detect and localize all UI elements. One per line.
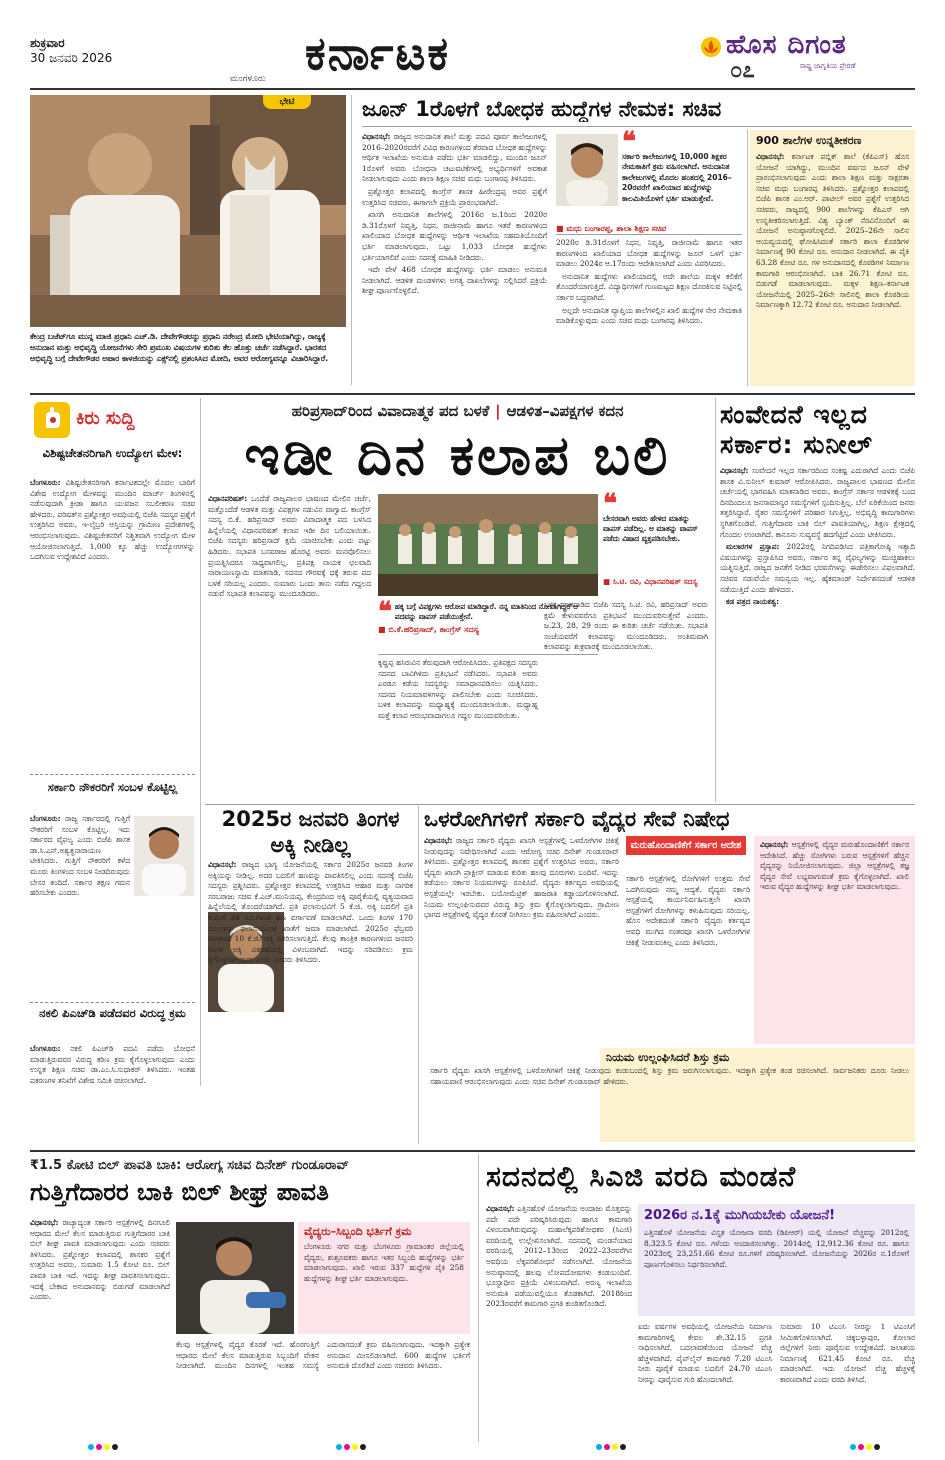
rice-headline: 2025ರ ಜನವರಿ ತಿಂಗಳ ಅಕ್ಕಿ ನೀಡಿಲ್ಲ bbox=[221, 807, 400, 857]
masthead-date-block bbox=[30, 36, 112, 66]
brief-3-headline: ನಕಲಿ ಪಿಎಚ್‌ಡಿ ಪಡೆದವರ ವಿರುದ್ಧ ಕ್ರಮ bbox=[39, 1006, 186, 1020]
column-rule bbox=[418, 806, 419, 1144]
doctors-side-dateline: ವಿಧಾನಸಭೆ: bbox=[760, 840, 789, 849]
cag-col2 bbox=[638, 1322, 772, 1440]
cag-box-body: ಎತ್ತಿನಹೊಳೆ ಯೋಜನೆಯ ವಿಸ್ತೃತ ಯೋಜನಾ ವರದಿ (ಡಿಪಿಆರ್) ಯಲ್ಲಿ ಯೋಜನೆ ವೆಚ್ಚವನ್ನು 2012ರಲ್ಲಿ 8,323.5 ಕೋಟಿ ರೂ. ಗಳೆಂದು ಅಂದಾಜಿಸಲಾಗಿತ್ತು. 2014ರಲ್ಲಿ 12,912.36 ಕೋಟಿ ರೂ. ಹಾಗೂ 2023ರಲ್ಲಿ 23,251.66 ಕೋಟಿ ರೂ.ಗಳಿಗೆ ಪರಿಷ್ಕರಿಸಲಾಗಿದೆ. ಯೋಜನೆಯನ್ನು 2026ರ ನ.1ರೊಳಗೆ ಪೂರ್ಣಗೊಳಿಸಲು ನಿರ್ಧರಿಸಲಾಗಿದೆ. bbox=[644, 1228, 909, 1269]
brief-1-body bbox=[30, 478, 195, 768]
main-quote-2-text: ಬೇಸರವಾಗಿ ಅವರು ಹೇಳಿದ ಮಾತನ್ನು ವಾಪಸ್ ಪಡೆದಿಲ್ಲ. ಆ ಮಾತನ್ನು ವಾಪಸ್ ಪಡೆದು ವಿಷಾದ ವ್ಯಕ್ತಪಡಿಸಬೇಕು. bbox=[603, 514, 698, 543]
logo-tagline: ರಾಷ್ಟ್ರ ಜಾಗೃತಿಯ ಪ್ರೇರಣೆ bbox=[800, 62, 856, 70]
quote-rule bbox=[556, 234, 742, 235]
cag-col2-text: ಐದು ವರ್ಷಗಳ ಅವಧಿಯಲ್ಲಿ ಯೋಜನೆಯ ನಿರ್ಮಾಣ ಕಾಮಗಾರಿಗಳಲ್ಲಿ ಕೇವಲ ಶೇ.32.15 ಪ್ರಗತಿ ಸಾಧಿಸಲಾಗಿದೆ. ಬದಲಾವಣೆಯಿಂದ ಯೋಜನೆ ವೆಚ್ಚ ಹೆಚ್ಚಳವಾಗಿದೆ. ಪೈಪ್‌ಲೈನ್ ಕಾಮಗಾರಿ 7.20 ಟಿಎಂಸಿ ನೀರು ಪೂರೈಕೆ ಮಾಡುವ ಬದಲಿಗೆ 24.70 ಟಿಎಂಸಿ ನೀರನ್ನು ಪೂರೈಸುವ ಗುರಿ ಹೊಂದಲಾಗಿದೆ. bbox=[638, 1322, 772, 1384]
minister-portrait bbox=[556, 134, 618, 206]
brief-2-dateline: ಬೆಂಗಳೂರು: bbox=[30, 814, 61, 823]
rice-dateline: ವಿಧಾನಸಭೆ: bbox=[208, 860, 237, 869]
contractor-headline: ಗುತ್ತಿಗೆದಾರರ ಬಾಕಿ ಬಿಲ್ ಶೀಘ್ರ ಪಾವತಿ bbox=[30, 1178, 329, 1206]
doctors-rule-body: ಸರ್ಕಾರಿ ವೈದ್ಯರು ಖಾಸಗಿ ಆಸ್ಪತ್ರೆಗಳಲ್ಲಿ ಒಳರೋಗಿಗಳಿಗೆ ಚಿಕಿತ್ಸೆ ನೀಡುವುದು ಕಂಡುಬಂದಲ್ಲಿ ಶಿಸ್ತು ಕ್ರಮ ಜರುಗಿಸಲಾಗುವುದು. ಇದಕ್ಕಾಗಿ ಪ್ರತ್ಯೇಕ ತಂಡ ರಚಿಸಲಾಗಿದೆ. ಸಾರ್ವಜನಿಕರು ದೂರು ನೀಡಲು ಸಹಾಯವಾಣಿ ಆರಂಭಿಸಲಾಗುವುದು ಎಂದು ಸಚಿವ ದಿನೇಶ್ ಗುಂಡೂರಾವ್ ಹೇಳಿದರು. bbox=[430, 1066, 909, 1086]
section-title: ಕರ್ನಾಟಕ bbox=[305, 26, 451, 80]
dinesh-gundurao-photo bbox=[176, 1222, 294, 1334]
main-kicker-left: ಹರಿಪ್ರಸಾದ್‌ರಿಂದ ವಿವಾದಾತ್ಮಕ ಪದ ಬಳಕೆ bbox=[291, 402, 490, 420]
doctors-col2-text: ಸರ್ಕಾರಿ ಆಸ್ಪತ್ರೆಗಳಲ್ಲಿ ರೋಗಿಗಳಿಗೆ ಉತ್ತಮ ಸೇವೆ ಒದಗಿಸುವುದು ನಮ್ಮ ಆದ್ಯತೆ. ವೈದ್ಯರು ಸರ್ಕಾರಿ ಆಸ್ಪತ್ರೆಯಲ್ಲಿ ಕಾರ್ಯನಿರ್ವಹಿಸುತ್ತಲೇ ಖಾಸಗಿ ಆಸ್ಪತ್ರೆಗಳಿಗೆ ರೋಗಿಗಳನ್ನು ಕಳುಹಿಸುವುದು ಸರಿಯಲ್ಲ. ಹೊಸ ಆದೇಶದಂತೆ ಸರ್ಕಾರಿ ವೈದ್ಯರು ಕರ್ತವ್ಯದ ಅವಧಿ ಮುಗಿದ ನಂತರವೂ ಖಾಸಗಿ ಒಳರೋಗಿಗಳ ಚಿಕಿತ್ಸೆ ನೀಡುವಂತಿಲ್ಲ ಎಂದು ತಿಳಿಸಿದರು. bbox=[626, 874, 750, 947]
lead-pullquote-text: ಸರ್ಕಾರಿ ಕಾಲೇಜುಗಳಲ್ಲಿ 10,000 ಶಿಕ್ಷಕರ ನೇಮಕಾತಿಗೆ ಕ್ರಮ ವಹಿಸಲಾಗಿದೆ. ಅನುದಾನಿತ ಕಾಲೇಜುಗಳಲ್ಲಿ ಮೊದಲ ಹಂತದಲ್ಲಿ 2016–20ರವರೆಗೆ ಖಾಲಿಯಾದ ಹುದ್ದೆಗಳನ್ನು ಕಾಲಮಿತಿಯೊಳಗೆ ಭರ್ತಿ ಮಾಡುತ್ತೇವೆ. bbox=[622, 152, 732, 203]
sunil-dateline: ವಿಧಾನಸಭೆ: bbox=[720, 466, 749, 475]
lead-col2-para-3: ಅಲ್ಲದೇ ಅನುದಾನಿತ ವ್ಯಾಪ್ತಿಯ ಶಾಲೆಗಳಲ್ಲಿನ ಖಾಲಿ ಹುದ್ದೆಗಳ ನೇರ ನೇಮಕಾತಿ ಮಾಡಿಕೊಳ್ಳುವುದು ಎಂದು ಸಚಿವ ಮಧು ಬಂಗಾರಪ್ಪ ತಿಳಿಸಿದರು. bbox=[556, 305, 742, 326]
doctors-side-box bbox=[754, 836, 915, 1044]
schools-sidebar-headline: 900 ಶಾಲೆಗಳ ಉನ್ನತೀಕರಣ bbox=[756, 134, 862, 147]
cag-box bbox=[638, 1204, 915, 1316]
lead-para-2: ಪ್ರಶ್ನೋತ್ತರ ಕಲಾಪದಲ್ಲಿ ಕಾಂಗ್ರೆಸ್ ಶಾಸಕ ಹೀರೇಂದ್ರಪ್ಪ ಅವರ ಪ್ರಶ್ನೆಗೆ ಉತ್ತರಿಸಿದ ಸಚಿವರು, ಈಗಾಗಲೇ ಪ್ರಕ್ರಿಯೆ ಪ್ರಾರಂಭವಾಗಿದೆ. bbox=[362, 186, 547, 207]
lead-para-4: ಇದೇ ವೇಳೆ 468 ಬೋಧಕ ಹುದ್ದೆಗಳನ್ನು ಭರ್ತಿ ಮಾಡಲು ಅನುಮತಿ ನೀಡಲಾಗಿದೆ. ಆಡಳಿತ ಮಂಡಳಿಗಳು ಅಗತ್ಯ ದಾಖಲೆಗಳನ್ನು ಸಲ್ಲಿಸಿದರೆ ಪ್ರಕ್ರಿಯೆ ಶೀಘ್ರ ಪೂರ್ಣಗೊಳ್ಳಲಿದೆ. bbox=[362, 265, 547, 296]
doctors-col1 bbox=[424, 836, 619, 1044]
doctors-order-label: ಮರುಹೊಂದಾಣಿಕೆಗೆ ಸರ್ಕಾರ ಆದೇಶ bbox=[626, 836, 746, 855]
masthead-day: ಶುಕ್ರವಾರ bbox=[30, 36, 65, 50]
sunil-text-2: 2022ರಲ್ಲಿ ನಿಗದಿಪಡಿಸಿದ ಪತ್ರಿಕಾಗೋಷ್ಠಿ ಇತ್ಯಾದಿ ವಿಷಯಗಳನ್ನು ಪ್ರಸ್ತಾಪಿಸಿದ ಅವರು, ಸರ್ಕಾರ ತನ್ನ ವೈಫಲ್ಯಗಳನ್ನು ಮುಚ್ಚಿಹಾಕಲು ಯತ್ನಿಸುತ್ತಿದೆ. ರಾಜ್ಯದ ಜನತೆಗೆ ನೀಡಿದ ಭರವಸೆಗಳನ್ನು ಈಡೇರಿಸಲು ವಿಫಲವಾಗಿದೆ. ಸಚಿವರ ನಡುವೆಯೇ ಸಮನ್ವಯ ಇಲ್ಲ. ಹೈಕಮಾಂಡ್ ನಿರ್ದೇಶನದಂತೆ ಆಡಳಿತ ನಡೆಯುತ್ತಿದೆ ಎಂದು ಹೇಳಿದರು. bbox=[720, 542, 915, 594]
brief-3-body bbox=[30, 1044, 195, 1084]
column-rule bbox=[351, 95, 352, 385]
photo-tag: ಭೇಟಿ bbox=[263, 95, 311, 109]
cag-headline: ಸದನದಲ್ಲಿ ಸಿಎಜಿ ವರದಿ ಮಂಡನೆ bbox=[486, 1160, 797, 1193]
main-kicker-right: ಆಡಳಿತ–ವಿಪಕ್ಷಗಳ ಕದನ bbox=[506, 402, 624, 420]
modi-devegowda-photo bbox=[30, 95, 346, 327]
brief-divider bbox=[30, 1002, 195, 1003]
sunil-subhead-2: ಕಡ ಪತ್ರದ ನಾಯಕತ್ವ: bbox=[726, 597, 780, 607]
lead-headline: ಜೂನ್‌ 1ರೊಳಗೆ ಬೋಧಕ ಹುದ್ದೆಗಳ ನೇಮಕ: ಸಚಿವ bbox=[362, 97, 722, 121]
contractor-col2 bbox=[176, 1340, 470, 1440]
contractor-col1 bbox=[30, 1218, 170, 1440]
ashwathnarayan-portrait bbox=[134, 816, 194, 896]
headline-rule bbox=[362, 126, 912, 127]
doctors-headline: ಒಳರೋಗಿಗಳಿಗೆ ಸರ್ಕಾರಿ ವೈದ್ಯರ ಸೇವೆ ನಿಷೇಧ bbox=[424, 807, 730, 831]
main-headline: ಇಡೀ ದಿನ ಕಲಾಪ ಬಲಿ bbox=[244, 424, 671, 487]
main-col3-text: ಬಳಿಕ ಮಾತನಾಡಿದ ಬಿಜೆಪಿ ಸದಸ್ಯ ಸಿ.ಟಿ. ರವಿ, ಹರಿಪ್ರಸಾದ್ ಅವರು ಕ್ಷಮೆ ಕೇಳುವವರೆಗೂ ಪ್ರತಿಭಟನೆ ಮುಂದುವರಿಸುತ್ತೇವೆ ಎಂದರು. ಜ.23, 28, 29 ರಂದು ಈ ಕುರಿತು ಚರ್ಚೆ ನಡೆಯಿತು. ಸಭಾಪತಿ ಸಂಜೆಯವರೆಗೆ ಕಲಾಪವನ್ನು ಮುಂದೂಡಿದರು. ಅಂತಿಮವಾಗಿ ಕಲಾಪವನ್ನು ಶುಕ್ರವಾರಕ್ಕೆ ಮುಂದೂಡಲಾಯಿತು. bbox=[544, 600, 708, 652]
contractor-box bbox=[298, 1222, 470, 1334]
lead-para-3: ಖಾಸಗಿ ಅನುದಾನಿತ ಶಾಲೆಗಳಲ್ಲಿ 2016ರ ಜ.1ರಿಂದ 2020ರ ಡಿ.31ರೊಳಗೆ ನಿವೃತ್ತಿ, ನಿಧನ, ರಾಜೀನಾಮೆ ಹಾಗೂ ಇತರೆ ಕಾರಣಗಳಿಂದ ಖಾಲಿಯಾದ ಬೋಧಕ ಹುದ್ದೆಗಳನ್ನು ಆರ್ಥಿಕ ಇಲಾಖೆಯ ಸಹಮತಿಯೊಂದಿಗೆ ಭರ್ತಿ ಮಾಡಲಾಗುವುದು. ಒಟ್ಟು 1,033 ಬೋಧಕ ಹುದ್ದೆಗಳು ಭರ್ತಿಯಾಗಲಿವೆ ಎಂದು ಸದನಕ್ಕೆ ಮಾಹಿತಿ ನೀಡಿದರು. bbox=[362, 210, 547, 262]
council-session-photo bbox=[378, 494, 598, 596]
cag-col1 bbox=[486, 1204, 632, 1440]
contractor-box-headline: ವೈದ್ಯರು–ಸಿಬ್ಬಂದಿ ಭರ್ತಿಗೆ ಕ್ರಮ bbox=[304, 1225, 412, 1238]
masthead bbox=[0, 0, 945, 90]
column-rule bbox=[715, 398, 716, 802]
sunil-text: ಸಂವೇದನೆ ಇಲ್ಲದ ಸರ್ಕಾರದಿಂದ ಸಂಕಷ್ಟ ಎದುರಾಗಿದೆ ಎಂದು ಬಿಜೆಪಿ ಶಾಸಕ ವಿ.ಸುನೀಲ್ ಕುಮಾರ್ ಆರೋಪಿಸಿದರು. ರಾಜ್ಯಪಾಲರ ಭಾಷಣದ ಮೇಲಿನ ಚರ್ಚೆಯಲ್ಲಿ ಭಾಗವಹಿಸಿ ಮಾತನಾಡಿದ ಅವರು, ಕಾಂಗ್ರೆಸ್ ಸರ್ಕಾರ ಆಡಳಿತಕ್ಕೆ ಬಂದ ದಿನದಿಂದಲೂ ಜನಸಾಮಾನ್ಯರ ಸಮಸ್ಯೆಗಳಿಗೆ ಸ್ಪಂದಿಸುತ್ತಿಲ್ಲ. ಬೆಲೆ ಏರಿಕೆಯಿಂದ ಜನರು ತತ್ತರಿಸಿದ್ದಾರೆ. ರೈತರ ಸಮಸ್ಯೆಗಳಿಗೆ ಪರಿಹಾರ ಸಿಗುತ್ತಿಲ್ಲ. ಅಭಿವೃದ್ಧಿ ಕಾಮಗಾರಿಗಳು ಸ್ಥಗಿತಗೊಂಡಿವೆ. ಗುತ್ತಿಗೆದಾರರ ಬಾಕಿ ಬಿಲ್ ಪಾವತಿಯಾಗಿಲ್ಲ. ಶಿಕ್ಷಣ ಕ್ಷೇತ್ರದಲ್ಲಿ ಗೊಂದಲ ಉಂಟಾಗಿದೆ. ಕಾನೂನು ಸುವ್ಯವಸ್ಥೆ ಹದಗೆಟ್ಟಿದೆ ಎಂದು ಟೀಕಿಸಿದರು. bbox=[720, 466, 915, 539]
contractor-box-body: ಬೆಂಗಳೂರು ನಗರ ಮತ್ತು ಬೆಂಗಳೂರು ಗ್ರಾಮಾಂತರ ಜಿಲ್ಲೆಯಲ್ಲಿ ವೈದ್ಯರು, ಶುಶ್ರೂಷಕರು ಹಾಗೂ ಇತರ ಸಿಬ್ಬಂದಿ ಹುದ್ದೆಗಳನ್ನು ಭರ್ತಿ ಮಾಡಲಾಗುವುದು. ಖಾಲಿ ಇರುವ 337 ಹುದ್ದೆಗಳ ಪೈಕಿ 258 ಹುದ್ದೆಗಳನ್ನು ಶೀಘ್ರ ಭರ್ತಿ ಮಾಡಲಾಗುವುದು. bbox=[304, 1242, 464, 1283]
pinch-hand-icon bbox=[34, 402, 70, 438]
main-col1-text: ಒಂದೆಡೆ ರಾಜ್ಯಪಾಲರ ಭಾಷಣದ ಮೇಲಿನ ಚರ್ಚೆ, ಮತ್ತೊಂದೆಡೆ ಆಡಳಿತ ಮತ್ತು ವಿಪಕ್ಷಗಳ ನಡುವಿನ ವಾಗ್ವಾದ. ಕಾಂಗ್ರೆಸ್ ಸದಸ್ಯ ಬಿ.ಕೆ. ಹರಿಪ್ರಸಾದ್ ಅವರು ವಿವಾದಾತ್ಮಕ ಪದ ಬಳಸಿದ ಹಿನ್ನೆಲೆಯಲ್ಲಿ ವಿಧಾನಪರಿಷತ್ ಕಲಾಪ ಇಡೀ ದಿನ ಬಲಿಯಾಯಿತು. ಬಿಜೆಪಿ ಸದಸ್ಯರು ಹರಿಪ್ರಸಾದ್ ಕ್ಷಮೆ ಯಾಚಿಸಬೇಕು ಎಂದು ಪಟ್ಟು ಹಿಡಿದರು. ಸಭಾಪತಿ ಬಸವರಾಜ ಹೊರಟ್ಟಿ ಅವರು ಮನವೊಲಿಸಲು ಪ್ರಯತ್ನಿಸಿದರೂ ಸಾಧ್ಯವಾಗಲಿಲ್ಲ. ಪ್ರತಿಪಕ್ಷ ನಾಯಕ ಛಲವಾದಿ ನಾರಾಯಣಸ್ವಾಮಿ ಮಾತನಾಡಿ, ಸದನದ ಗೌರವಕ್ಕೆ ಧಕ್ಕೆ ತರುವ ಪದ ಬಳಕೆ ಸರಿಯಲ್ಲ ಎಂದರು. ಸುಮಾರು ಒಂದು ತಾಸು ನಡೆದ ಗದ್ದಲದ ನಡುವೆ ಸಭಾಪತಿ ಕಲಾಪವನ್ನು ಮುಂದೂಡಿದರು. bbox=[208, 494, 371, 599]
contractor-dateline: ವಿಧಾನಸಭೆ: bbox=[30, 1218, 59, 1227]
section-rule bbox=[205, 804, 915, 805]
sunil-subhead-1: ಮಲಾರಗಳ ಪ್ರಸ್ತಾಪ: bbox=[726, 542, 780, 552]
contractor-box-text bbox=[298, 1242, 470, 1322]
section-rule bbox=[30, 393, 915, 395]
main-quote-1-attribution: ■ ಬಿ.ಕೆ.ಹರಿಪ್ರಸಾದ್, ಕಾಂಗ್ರೆಸ್ ಸದಸ್ಯ bbox=[378, 625, 479, 634]
briefs-logo bbox=[30, 402, 195, 442]
main-col2-text: ಕೃಷ್ಣಪ್ಪ ಹಸಿರುವಿನ ತೆರುವುದಾಗಿ ಆರೋಪಿಸಿದರು. ಪ್ರತಿಪಕ್ಷದ ಸದಸ್ಯರು ಸದನದ ಬಾವಿಗಿಳಿದು ಪ್ರತಿಭಟನೆ ನಡೆಸಿದರು. ಸಭಾಪತಿ ಅವರು ಎರಡೂ ಕಡೆಯ ಸದಸ್ಯರನ್ನು ಸಮಾಧಾನಪಡಿಸಲು ಯತ್ನಿಸಿದರು. ಸದನದ ನಿಯಮಾವಳಿಗಳನ್ನು ಪಾಲಿಸಬೇಕು ಎಂದು ಸೂಚಿಸಿದರು. ಬಳಿಕ ಕಲಾಪವನ್ನು ಮಧ್ಯಾಹ್ನಕ್ಕೆ ಮುಂದೂಡಲಾಯಿತು. ಮಧ್ಯಾಹ್ನ ಮತ್ತೆ ಕಲಾಪ ಆರಂಭವಾದಾಗಲೂ ಗದ್ದಲ ಮುಂದುವರಿಯಿತು. bbox=[378, 658, 538, 720]
main-story-col2 bbox=[378, 658, 538, 800]
doctors-rule-text bbox=[424, 1066, 915, 1140]
quote-mark-icon: ❝ bbox=[603, 489, 617, 519]
column-rule bbox=[478, 1154, 479, 1442]
sunil-body bbox=[720, 466, 915, 802]
cag-col3-text: ಸುಮಾರು 10 ಟಿಎಂಸಿ ನೀರನ್ನು 1 ಟಿಎಂಸಿಗೆ ಸೀಮಿತಗೊಳಿಸಲಾಗಿದೆ. ಚಿಕ್ಕಬಳ್ಳಾಪುರ, ಕೋಲಾರ ಜಿಲ್ಲೆಗಳಿಗೆ ನೀರು ಪೂರೈಸುವ ಉದ್ದೇಶವಿದೆ. ಜಲಾಶಯ ನಿರ್ಮಾಣಕ್ಕೆ 621.45 ಕೋಟಿ ರೂ. ವೆಚ್ಚ ಮಾಡಲಾಗಿದೆ. ಇದು ಯೋಜನೆ ವೆಚ್ಚ ಹೆಚ್ಚಳಕ್ಕೆ ಕಾರಣವಾಗಿದೆ ಎಂದು ವರದಿ ತಿಳಿಸಿದೆ. bbox=[780, 1322, 915, 1384]
cag-box-headline: 2026ರ ನ.1ಕ್ಕೆ ಮುಗಿಯಬೇಕು ಯೋಜನೆ! bbox=[644, 1208, 836, 1223]
lead-col2-para-1: 2020ರ ಡಿ.31ರೊಳಗೆ ನಿಧನ, ನಿವೃತ್ತಿ, ರಾಜೀನಾಮೆ ಹಾಗೂ ಇತರ ಕಾರಣಗಳಿಂದ ಖಾಲಿಯಾದ ಬೋಧಕ ಹುದ್ದೆಗಳನ್ನು ಜೂನ್ ಒಳಗೆ ಭರ್ತಿ ಮಾಡಲು 2024ರ ಆ.17ರಂದು ಆದೇಶಿಸಲಾಗಿದೆ ಎಂದು ವಿವರಿಸಿದರು. bbox=[556, 238, 742, 269]
contractor-kicker: ₹1.5 ಕೋಟಿ ಬಿಲ್ ಪಾವತಿ ಬಾಕಿ: ಆರೋಗ್ಯ ಸಚಿವ ದಿನೇಶ್ ಗುಂಡೂರಾವ್ bbox=[30, 1158, 350, 1173]
quote-mark-icon: ❝ bbox=[622, 127, 636, 157]
registration-dots bbox=[88, 1444, 118, 1450]
main-kicker bbox=[205, 400, 710, 422]
briefs-logo-text: ಕಿರು ಸುದ್ದಿ bbox=[76, 408, 135, 429]
masthead-rule bbox=[30, 88, 915, 90]
doctors-dateline: ವಿಧಾನಸಭೆ: bbox=[424, 836, 453, 845]
doctors-side-body: ಆಸ್ಪತ್ರೆಗಳಲ್ಲಿ ವೈದ್ಯರ ಮರುಹೊಂದಾಣಿಕೆಗೆ ಸರ್ಕಾರ ಆದೇಶಿಸಿದೆ. ಹೆಚ್ಚು ರೋಗಿಗಳು ಬರುವ ಆಸ್ಪತ್ರೆಗಳಿಗೆ ಹೆಚ್ಚಿನ ವೈದ್ಯರನ್ನು ನಿಯೋಜಿಸಲಾಗುವುದು. ಜಿಲ್ಲಾ ಆಸ್ಪತ್ರೆಗಳಲ್ಲಿ ತಜ್ಞ ವೈದ್ಯರ ಸೇವೆ ಲಭ್ಯವಾಗುವಂತೆ ಕ್ರಮ ಕೈಗೊಳ್ಳಲಾಗಿದೆ. ಖಾಲಿ ಇರುವ ವೈದ್ಯರ ಹುದ್ದೆಗಳನ್ನು ಶೀಘ್ರ ಭರ್ತಿ ಮಾಡಲಾಗುವುದು. bbox=[760, 840, 909, 892]
briefs-column bbox=[30, 398, 195, 1078]
cag-box-text bbox=[638, 1228, 915, 1314]
rice-text: ರಾಜ್ಯದ ಭಾಗ್ಯ ಯೋಜನೆಯಲ್ಲಿ ಸರ್ಕಾರ 2025ರ ಜನವರಿ ತಿಂಗಳ ಅಕ್ಕಿಯನ್ನು ನೀಡಿಲ್ಲ. ಅದರ ಬದಲಿಗೆ ಹಣವನ್ನು ಪಾವತಿಸಲಿಲ್ಲ ಎಂದು ಸದನಕ್ಕೆ ಬಿಜೆಪಿ ಸದಸ್ಯರು ಪ್ರಶ್ನಿಸಿದರು. ಪ್ರಶ್ನೋತ್ತರ ಕಲಾಪದಲ್ಲಿ ಉತ್ತರಿಸಿದ ಆಹಾರ ಮತ್ತು ನಾಗರಿಕ ಸರಬರಾಜು ಸಚಿವ ಕೆ.ಎಚ್.ಮುನಿಯಪ್ಪ, ಕೇಂದ್ರದಿಂದ ಅಕ್ಕಿ ಪೂರೈಕೆಯಲ್ಲಿ ವ್ಯತ್ಯಯವಾದ ಹಿನ್ನೆಲೆಯಲ್ಲಿ ತೊಂದರೆಯಾಗಿದೆ. ಪ್ರತಿ ಫಲಾನುಭವಿಗೆ 5 ಕೆ.ಜಿ. ಅಕ್ಕಿ ಬದಲಿಗೆ ಪ್ರತಿ ಕೆ.ಜಿ.ಗೆ 34 ರೂ.ಗಳಂತೆ ಹಣ ವರ್ಗಾವಣೆ ಮಾಡಲಾಗಿದೆ. ಒಂದು ತಿಂಗಳ 170 ರೂ.ಗಳನ್ನು ಫಲಾನುಭವಿಗಳ ಖಾತೆಗೆ ಜಮಾ ಮಾಡಲಾಗಿದೆ. 2025ರ ಫೆಬ್ರವರಿ ತಿಂಗಳಿಂದ 10 ಕೆ.ಜಿ. ಅಕ್ಕಿ ವಿತರಿಸಲಾಗುತ್ತಿದೆ. ಕೆಲವು ತಾಂತ್ರಿಕ ಕಾರಣಗಳಿಂದ ಜನವರಿ ತಿಂಗಳ ಅಕ್ಕಿ ವಿತರಣೆಯಲ್ಲಿ ವಿಳಂಬವಾಗಿದೆ. ಇದನ್ನು ಸರಿಪಡಿಸಲು ಕ್ರಮ ಕೈಗೊಳ್ಳಲಾಗುವುದು ಎಂದು ಸಚಿವರು ತಿಳಿಸಿದರು. bbox=[208, 860, 413, 965]
logo-wordmark: ಹೊಸ ದಿಗಂತ bbox=[726, 30, 847, 60]
brief-3-dateline: ಬೆಂಗಳೂರು: bbox=[30, 1044, 61, 1053]
rice-body bbox=[208, 860, 413, 1142]
lead-col2-para-2: ಅನುದಾನಿತ ಹುದ್ದೆಗಳು ಖಾಲಿಯಾದಲ್ಲಿ ಅದೇ ಶಾಲೆಯ ಮಕ್ಕಳ ಕಲಿಕೆಗೆ ತೊಂದರೆಯಾಗುತ್ತಿದೆ. ವಿದ್ಯಾರ್ಥಿಗಳಿಗೆ ಗುಣಮಟ್ಟದ ಶಿಕ್ಷಣ ದೊರಕಿಸುವ ನಿಟ್ಟಿನಲ್ಲಿ ಸರ್ಕಾರ ಬದ್ಧವಾಗಿದೆ. bbox=[556, 271, 742, 302]
schools-dateline: ವಿಧಾನಸಭೆ: bbox=[756, 152, 785, 161]
registration-dots bbox=[596, 1444, 626, 1450]
doctors-side-text bbox=[754, 836, 915, 1040]
masthead-city: ಮಂಗಳೂರು bbox=[230, 74, 266, 84]
lead-dateline: ವಿಧಾನಸಭೆ: bbox=[362, 132, 391, 141]
contractor-col2-text: ಕೆಲವು ಆಸ್ಪತ್ರೆಗಳಲ್ಲಿ ವೈದ್ಯರ ಕೊರತೆ ಇದೆ. ಹೊರಗುತ್ತಿಗೆ ಆಧಾರದ ಮೇಲೆ ಕೆಲಸ ಮಾಡುತ್ತಿರುವ ಸಿಬ್ಬಂದಿಗೆ ವೇತನ ನೀಡಲಾಗಿದೆ. ಮುಂದಿನ ದಿನಗಳಲ್ಲಿ ಇಂತಹ ಸಮಸ್ಯೆ ಎದುರಾಗದಂತೆ ಕ್ರಮ ವಹಿಸಲಾಗುವುದು. ಇದಕ್ಕಾಗಿ ಪ್ರತ್ಯೇಕ ಅನುದಾನ ಮೀಸಲಿಡಲಾಗಿದೆ. 600 ಹುದ್ದೆಗಳ ಭರ್ತಿಗೆ ಅನುಮತಿ ದೊರೆತಿದೆ ಎಂದು ಸಚಿವರು ತಿಳಿಸಿದರು. bbox=[176, 1340, 470, 1371]
registration-dots bbox=[336, 1444, 366, 1450]
page-number: ೦೭ bbox=[730, 58, 755, 83]
lead-story-col1 bbox=[362, 132, 547, 386]
newspaper-logo bbox=[700, 28, 915, 84]
kicker-separator: | bbox=[495, 402, 501, 420]
cag-text: ಎತ್ತಿನಹೊಳೆ ಯೋಜನೆಯ ಅಂದಾಜು ಮೊತ್ತವನ್ನು ಪದೇ ಪದೇ ಪರಿಷ್ಕರಿಸಿರುವುದು ಹಾಗೂ ಕಾಮಗಾರಿ ವಿಳಂಬವಾಗಿರುವುದನ್ನು ಮಹಾಲೆಕ್ಕಪರಿಶೋಧಕರ (ಸಿಎಜಿ) ವರದಿಯಲ್ಲಿ ಉಲ್ಲೇಖಿಸಲಾಗಿದೆ. ಸದನದಲ್ಲಿ ಮಂಡನೆಯಾದ ವರದಿಯಲ್ಲಿ 2012–13ರಿಂದ 2022–23ರವರೆಗಿನ ಅವಧಿಯ ಲೆಕ್ಕಪರಿಶೋಧನೆ ನಡೆಸಲಾಗಿದೆ. ಯೋಜನೆಯ ಅನುಷ್ಠಾನದಲ್ಲಿ ಹಲವು ಲೋಪದೋಷಗಳು ಕಂಡುಬಂದಿವೆ. ಭೂಸ್ವಾಧೀನ ಪ್ರಕ್ರಿಯೆ ವಿಳಂಬವಾಗಿದೆ. ಅರಣ್ಯ ಇಲಾಖೆಯ ಅನುಮತಿ ಪಡೆಯುವಲ್ಲಿಯೂ ತೊಡಕಾಗಿದೆ. 2018ರಿಂದ 2023ರವರೆಗೆ ಕಾಮಗಾರಿ ಪ್ರಗತಿ ಕುಂಠಿತಗೊಂಡಿದೆ. bbox=[486, 1204, 632, 1309]
cag-dateline: ವಿಧಾನಸಭೆ: bbox=[486, 1204, 515, 1213]
lead-para-1: ರಾಜ್ಯದ ಅನುದಾನಿತ ಶಾಲೆ ಮತ್ತು ಪದವಿ ಪೂರ್ವ ಕಾಲೇಜುಗಳಲ್ಲಿ 2016–2020ರವರೆಗೆ ವಿವಿಧ ಕಾರಣಗಳಿಂದ ತೆರವಾದ ಬೋಧಕ ಹುದ್ದೆಗಳನ್ನು ಆರ್ಥಿಕ ಇಲಾಖೆಯ ಅನುಮತಿ ಪಡೆದು ಭರ್ತಿ ಮಾಡಲಿದ್ದು, ಮುಂದಿನ ಜೂನ್ 1ರೊಳಗೆ ಅವರು ಬೋಧನಾ ಚಟುವಟಿಕೆಗಳಲ್ಲಿ ಅಭ್ಯರ್ಥಿಗಳಿಗೆ ಅವಕಾಶ ನೀಡಲಾಗುವುದು ಎಂದು ಶಾಲಾ ಶಿಕ್ಷಣ ಸಚಿವ ಮಧು ಬಂಗಾರಪ್ಪ ತಿಳಿಸಿದರು. bbox=[362, 132, 547, 184]
doctors-text: ರಾಜ್ಯದ ಸರ್ಕಾರಿ ವೈದ್ಯರು ಖಾಸಗಿ ಆಸ್ಪತ್ರೆಗಳಲ್ಲಿ ಒಳರೋಗಿಗಳ ಚಿಕಿತ್ಸೆ ನೀಡುವುದನ್ನು ನಿಷೇಧಿಸಲಾಗಿದೆ ಎಂದು ಆರೋಗ್ಯ ಸಚಿವ ದಿನೇಶ್ ಗುಂಡೂರಾವ್ ತಿಳಿಸಿದರು. ಪ್ರಶ್ನೋತ್ತರ ಕಲಾಪದಲ್ಲಿ ಶಾಸಕರ ಪ್ರಶ್ನೆಗೆ ಉತ್ತರಿಸಿದ ಅವರು, ಸರ್ಕಾರಿ ವೈದ್ಯರು ಖಾಸಗಿ ಪ್ರಾಕ್ಟೀಸ್ ಮಾಡುವ ಕುರಿತು ಹಲವು ದೂರುಗಳು ಬಂದಿವೆ. ಇದನ್ನು ತಡೆಯಲು ಸರ್ಕಾರ ನಿಯಮಗಳನ್ನು ರೂಪಿಸಿದೆ. ವೈದ್ಯರು ಕರ್ತವ್ಯದ ಅವಧಿಯಲ್ಲಿ ಆಸ್ಪತ್ರೆಯಲ್ಲೇ ಇರಬೇಕು. ಬಯೋಮೆಟ್ರಿಕ್ ಹಾಜರಾತಿ ಕಡ್ಡಾಯಗೊಳಿಸಲಾಗಿದೆ. ನಿಯಮ ಉಲ್ಲಂಘಿಸುವವರ ವಿರುದ್ಧ ಶಿಸ್ತು ಕ್ರಮ ಕೈಗೊಳ್ಳಲಾಗುವುದು. ಗ್ರಾಮೀಣ ಭಾಗದ ಆಸ್ಪತ್ರೆಗಳಲ್ಲಿ ವೈದ್ಯರ ಕೊರತೆ ನೀಗಿಸಲು ಕ್ರಮ ವಹಿಸಲಾಗಿದೆ ಎಂದರು. bbox=[424, 836, 619, 920]
schools-body: ಕರ್ನಾಟಕ ಪಬ್ಲಿಕ್ ಶಾಲೆ (ಕೆಪಿಎಸ್) ಹೊಸ ಯೋಜನೆ ಯಾಗಿದ್ದು, ಮುಂದಿನ ವರ್ಷದ ಜೂನ್ ವೇಳೆ ಪ್ರಾರಂಭಿಸಲಾಗುವುದು ಎಂದು ಶಾಲಾ ಶಿಕ್ಷಣ ಮತ್ತು ಸಾಕ್ಷರತಾ ಸಚಿವ ಮಧು ಬಂಗಾರಪ್ಪ ತಿಳಿಸಿದರು. ಪ್ರಶ್ನೋತ್ತರ ಕಲಾಪದಲ್ಲಿ ಬಿಜೆಪಿ ಶಾಸಕ ಎಂ.ಆರ್. ಪಾಟೀಲ್ ಅವರ ಪ್ರಶ್ನೆಗೆ ಉತ್ತರಿಸಿದ ಸಚಿವರು, ರಾಜ್ಯದಲ್ಲಿ 900 ಶಾಲೆಗಳನ್ನು ಕೆಪಿಎಸ್ ಆಗಿ ಉನ್ನತೀಕರಿಸಲಾಗುತ್ತಿದೆ. ವಿಶ್ವ ಬ್ಯಾಂಕ್ ನೆರವಿನೊಂದಿಗೆ ಈ ಯೋಜನೆ ಅನುಷ್ಠಾನಗೊಳ್ಳಲಿದೆ. 2025–26ನೇ ಸಾಲಿನ ಆಯವ್ಯಯದಲ್ಲಿ ಘೋಷಿಸಿದಂತೆ ಸರ್ಕಾರಿ ಶಾಲಾ ಕೊಠಡಿಗಳ ನಿರ್ಮಾಣಕ್ಕೆ 90 ಕೋಟಿ ರೂ. ಅನುದಾನ ನೀಡಲಾಗಿದೆ. ಈ ಪೈಕಿ 63.28 ಕೋಟಿ ರೂ. ಗಳ ಅನುದಾನದಲ್ಲಿ ಕೊಠಡಿಗಳ ನಿರ್ಮಾಣ ಕಾಮಗಾರಿ ಆರಂಭಿಸಲಾಗಿದೆ. ಬಾಕಿ 26.71 ಕೋಟಿ ರೂ. ಬಿಡುಗಡೆ ಮಾಡಲಾಗುವುದು. ಮಕ್ಕಳ ಶಿಕ್ಷಣ–ಕರ್ನಾಟಕ ಯೋಜನೆಯಲ್ಲಿ 2025–26ನೇ ಸಾಲಿನಲ್ಲಿ ಶಾಲಾ ಕೊಠಡಿಯ ನಿರ್ಮಾಣಕ್ಕಾಗಿ 12.72 ಕೋಟಿ ರೂ. ಅನುದಾನ ನೀಡಲಾಗಿದೆ. bbox=[756, 152, 909, 310]
lead-story-col2 bbox=[556, 238, 742, 386]
brief-2-text: ರಾಜ್ಯ ಸರ್ಕಾರದಲ್ಲಿ ಗುತ್ತಿಗೆ ನೌಕರರಿಗೆ ಸಂಬಳ ಕೊಟ್ಟಿಲ್ಲ. ಇದು ಸರ್ಕಾರದ ವೈಫಲ್ಯ ಎಂದು ಬಿಜೆಪಿ ಶಾಸಕ ಡಾ.ಸಿ.ಎನ್.ಅಶ್ವತ್ಥನಾರಾಯಣ ಟೀಕಿಸಿದರು. ಗುತ್ತಿಗೆ ನೌಕರರಿಗೆ ಕಳೆದ ಮೂರು ತಿಂಗಳಿಂದ ಸಂಬಳ ನೀಡದಿರುವುದು ಬೇಸರ ತಂದಿದೆ. ಸರ್ಕಾರ ತಕ್ಷಣ ಗಮನ ಹರಿಸಬೇಕು ಎಂದರು. bbox=[30, 814, 130, 898]
lead-pullquote bbox=[622, 127, 742, 204]
lead-pullquote-attribution: ■ ಮಧು ಬಂಗಾರಪ್ಪ, ಶಾಲಾ ಶಿಕ್ಷಣ ಸಚಿವ bbox=[556, 224, 667, 233]
photo-caption: ಕೇಂದ್ರ ಬಜೆಟ್‌ಗೂ ಮುನ್ನ ಮಾಜಿ ಪ್ರಧಾನಿ ಎಚ್.ಡಿ. ದೇವೇಗೌಡರನ್ನು ಪ್ರಧಾನಿ ನರೇಂದ್ರ ಮೋದಿ ಭೇಟಿಯಾಗಿದ್ದು, ರಾಜ್ಯಕ್ಕೆ ಅನುದಾನ ಮತ್ತು ಅಭಿವೃದ್ಧಿ ಯೋಜನೆಗಳು ಸೇರಿ ಪ್ರಮುಖ ವಿಷಯಗಳ ಕುರಿತು ಕೆಲ ಹೊತ್ತು ಚರ್ಚೆ ನಡೆಸಿದ್ದಾರೆ. ಭಾರತದ ಅಭಿವೃದ್ಧಿ ಬಗ್ಗೆ ದೇವೇಗೌಡರ ಅಪಾರ ಕಾಳಜಿಯನ್ನು ಎಕ್ಸ್‌ನಲ್ಲಿ ಪ್ರಶಂಸಿಸಿದ ಮೋದಿ, ಅವರ ಆರೋಗ್ಯವನ್ನೂ ವಿಚಾರಿಸಿದ್ದಾರೆ. bbox=[30, 332, 329, 363]
quote-mark-icon: ❝ bbox=[378, 597, 392, 627]
brief-2-headline: ಸರ್ಕಾರಿ ನೌಕರರಿಗೆ ಸಂಬಳ ಕೊಟ್ಟಿಲ್ಲ bbox=[47, 780, 178, 794]
brief-1-text: ವಿಶಿಷ್ಟಚೇತನರಿಗಾಗಿ ಕರ್ನಾಟಕದಲ್ಲೇ ಮೊದಲ ಬಾರಿಗೆ ವಿಶೇಷ ಉದ್ಯೋಗ ಮೇಳವನ್ನು ಮುಂದಿನ ಮಾರ್ಚ್ ತಿಂಗಳಿನಲ್ಲಿ ನಡೆಸುವುದಾಗಿ ಕ್ರೀಡಾ ಹಾಗೂ ಯುವಜನ ಸಬಲೀಕರಣ ಸಚಿವ ಹೇಳಿದರು. ಪರಿಷತ್‌ನ ಪ್ರಶ್ನೋತ್ತರ ಅವಧಿಯಲ್ಲಿ ಬಿಜೆಪಿ ಸದಸ್ಯರ ಪ್ರಶ್ನೆಗೆ ಉತ್ತರಿಸಿದ ಅವರು, ಇ-ಲೈಬ್ರರಿ ಆಸ್ತಿಯನ್ನು ಗ್ರಾಮೀಣ ಪ್ರದೇಶಗಳಲ್ಲಿ ಆರಂಭಿಸಲಾಗುವುದು. ವಿಶಿಷ್ಟಚೇತನರಿಗೆ ನಿಶ್ಚಿತವಾಗಿ ಉದ್ಯೋಗ ಮೇಳ ಆಯೋಜಿಸಲಾಗುತ್ತಿದೆ. 1,000 ಕ್ಕೂ ಹೆಚ್ಚು ಉದ್ಯೋಗಗಳನ್ನು ಒದಗಿಸುವ ಉದ್ದೇಶವಿದೆ ಎಂದರು. bbox=[30, 478, 195, 562]
column-rule bbox=[747, 130, 748, 386]
doctors-col2 bbox=[626, 874, 750, 1044]
schools-sidebar-text bbox=[750, 152, 915, 378]
lotus-icon bbox=[700, 36, 722, 58]
brief-3-text: ನಕಲಿ ಪಿಎಚ್‌ಡಿ ಪದವಿ ಪಡೆದು ಬೋಧನೆ ಮಾಡುತ್ತಿರುವವರ ವಿರುದ್ಧ ಕಠಿಣ ಕ್ರಮ ಕೈಗೊಳ್ಳಲಾಗುವುದು ಎಂದು ಉನ್ನತ ಶಿಕ್ಷಣ ಸಚಿವ ಡಾ.ಎಂ.ಸಿ.ಸುಧಾಕರ್ ತಿಳಿಸಿದರು. ಇಂತಹ ಪ್ರಕರಣಗಳ ತನಿಖೆಗೆ ವಿಶೇಷ ಸಮಿತಿ ರಚಿಸಲಾಗಿದೆ. bbox=[30, 1044, 195, 1084]
brief-1-headline: ವಿಶಿಷ್ಟಚೇತನರಿಗಾಗಿ ಉದ್ಯೋಗ ಮೇಳ: bbox=[42, 446, 183, 460]
main-quote-1-text: ಹಕ್ಕ ಬಗ್ಗೆ ವಿಪಕ್ಷಗಳು ಆರೋಪ ಮಾಡಿದ್ದಾರೆ. ನನ್ನ ಮಾತಿನಿಂದ ನೋವಾಗಿದ್ದರೆ ಆ ಪದವನ್ನು ವಾಪಸ್ ಪಡೆಯುತ್ತೇನೆ. bbox=[394, 602, 578, 621]
main-story-col1 bbox=[208, 494, 371, 800]
cag-col3 bbox=[780, 1322, 915, 1440]
brief-1-dateline: ಬೆಂಗಳೂರು: bbox=[30, 478, 61, 487]
brief-2-body bbox=[30, 814, 130, 1010]
brief-divider bbox=[30, 774, 195, 775]
section-rule bbox=[30, 1150, 915, 1152]
contractor-text: ರಾಜ್ಯಾದ್ಯಂತ ಸರ್ಕಾರಿ ಆಸ್ಪತ್ರೆಗಳಲ್ಲಿ ದಿನಗೂಲಿ ಆಧಾರದ ಮೇಲೆ ಕೆಲಸ ಮಾಡುತ್ತಿರುವ ಗುತ್ತಿಗೆದಾರರ ಬಾಕಿ ಬಿಲ್ ಶೀಘ್ರ ಪಾವತಿ ಮಾಡಲಾಗುವುದು ಎಂದು ಸಚಿವರು ತಿಳಿಸಿದರು. ಪ್ರಶ್ನೋತ್ತರ ಕಲಾಪದಲ್ಲಿ ಶಾಸಕರ ಪ್ರಶ್ನೆಗೆ ಉತ್ತರಿಸಿದ ಅವರು, ಸುಮಾರು 1.5 ಕೋಟಿ ರೂ. ಬಿಲ್ ಪಾವತಿ ಬಾಕಿ ಇದೆ. ಇದನ್ನು ಶೀಘ್ರ ಪಾವತಿಸಲಾಗುವುದು. ಇದಕ್ಕೆ ಬೇಕಾದ ಅನುದಾನವನ್ನು ಬಿಡುಗಡೆ ಮಾಡಲಾಗಿದೆ ಎಂದರು. bbox=[30, 1218, 170, 1302]
schools-sidebar bbox=[750, 130, 915, 386]
registration-dots bbox=[850, 1444, 880, 1450]
main-quote-2-attribution: ■ ಸಿ.ಟಿ. ರವಿ, ವಿಧಾನಪರಿಷತ್ ಸದಸ್ಯ bbox=[603, 577, 698, 586]
doctors-rule-headline: ನಿಯಮ ಉಲ್ಲಂಘಿಸಿದರೆ ಶಿಸ್ತು ಕ್ರಮ bbox=[606, 1051, 730, 1064]
masthead-date: 30 ಜನವರಿ 2026 bbox=[30, 51, 113, 65]
sunil-headline: ಸಂವೇದನೆ ಇಲ್ಲದ ಸರ್ಕಾರ: ಸುನೀಲ್ bbox=[720, 400, 873, 459]
main-story-col3 bbox=[544, 600, 708, 800]
column-rule bbox=[200, 398, 201, 1086]
main-dateline: ವಿಧಾನಪರಿಷತ್: bbox=[208, 494, 248, 503]
main-quote-2 bbox=[603, 489, 708, 544]
